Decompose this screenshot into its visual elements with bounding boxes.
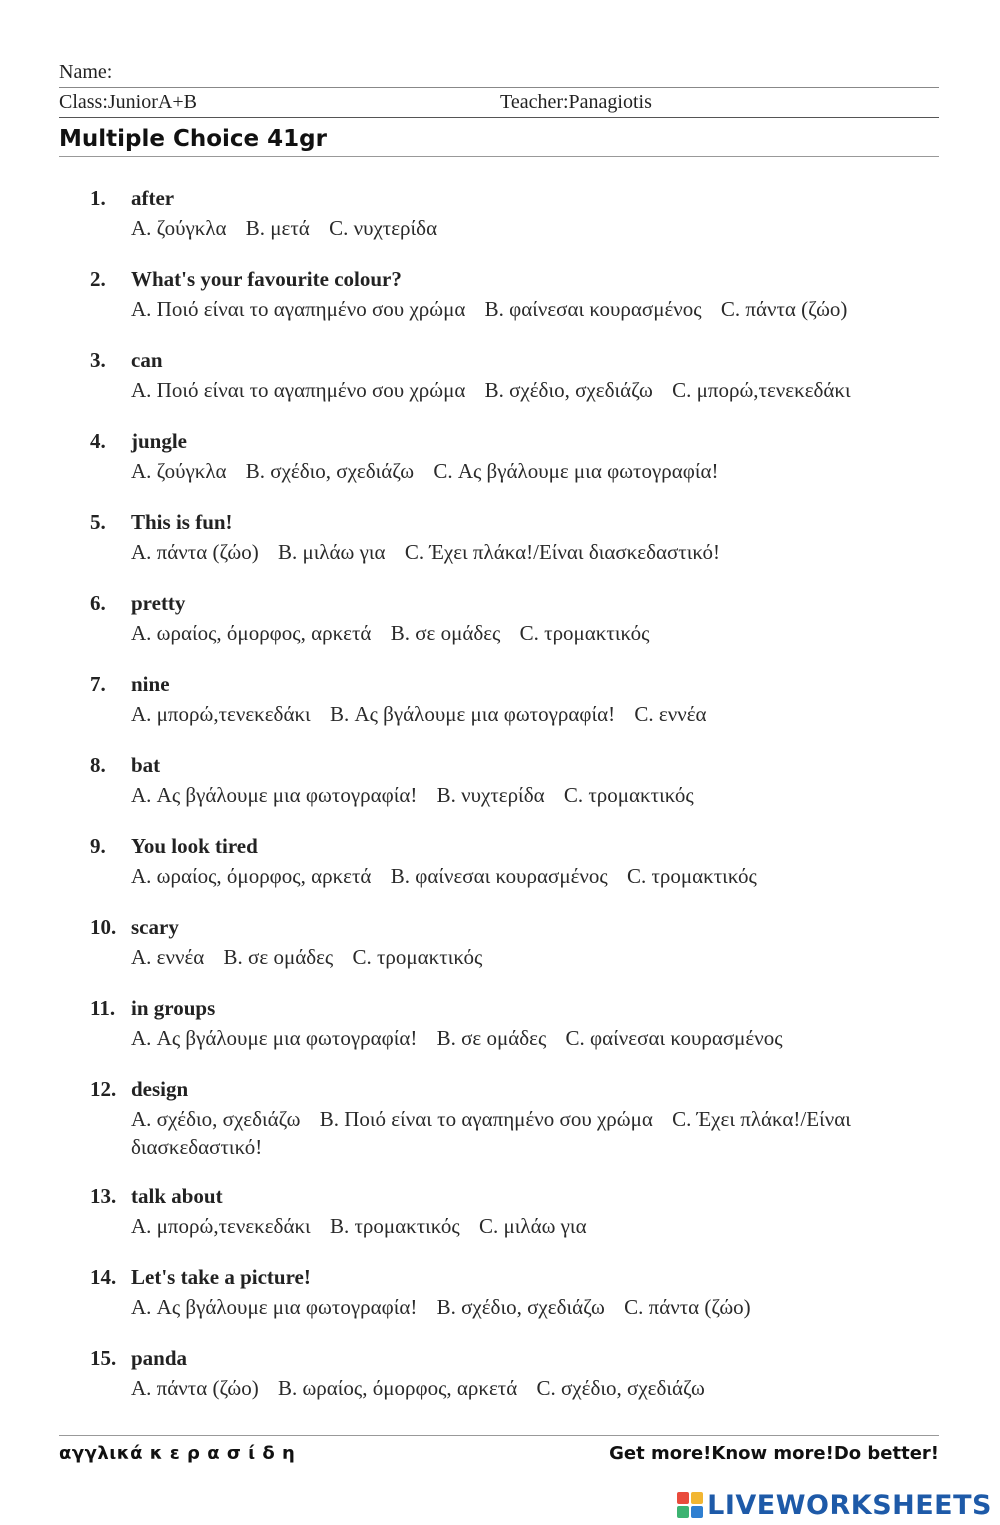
question-item (90, 670, 920, 751)
footer-slogan: Get more!Know more!Do better! (609, 1443, 939, 1464)
answer-option-a[interactable]: A. Ας βγάλουμε μια φωτογραφία! (131, 1026, 418, 1050)
logo-square (677, 1492, 689, 1504)
question-number: 6. (90, 591, 106, 615)
answer-option-b[interactable]: B. σε ομάδες (436, 1026, 547, 1050)
answer-option-a[interactable]: A. Ποιό είναι το αγαπημένο σου χρώμα (131, 378, 466, 402)
question-term: design (131, 1077, 189, 1101)
answer-option-c[interactable]: C. τρομακτικός (352, 945, 483, 969)
question-term: What's your favourite colour? (131, 267, 402, 291)
answer-option-b[interactable]: B. ωραίος, όμορφος, αρκετά (277, 1376, 518, 1400)
answer-option-a[interactable]: A. Ας βγάλουμε μια φωτογραφία! (131, 1295, 418, 1319)
answer-option-c[interactable]: C. σχέδιο, σχεδιάζω (536, 1376, 705, 1400)
question-item (90, 1263, 920, 1344)
answer-option-c[interactable]: C. Έχει πλάκα!/Είναι διασκεδαστικό! (404, 540, 721, 564)
name-label: Name: (59, 61, 113, 83)
logo-square (691, 1506, 703, 1518)
question-list (90, 184, 920, 1425)
answer-option-b[interactable]: B. σε ομάδες (223, 945, 334, 969)
answer-options (131, 457, 920, 485)
question-number: 3. (90, 348, 106, 372)
answer-option-b[interactable]: B. σχέδιο, σχεδιάζω (436, 1295, 605, 1319)
footer-author: αγγλικά κ ε ρ α σ ί δ η (59, 1443, 296, 1464)
logo-square (691, 1492, 703, 1504)
brand-text: LIVEWORKSHEETS (707, 1489, 992, 1521)
question-item (90, 832, 920, 913)
answer-option-c[interactable]: C. εννέα (634, 702, 707, 726)
question-item (90, 427, 920, 508)
answer-option-c[interactable]: C. νυχτερίδα (329, 216, 438, 240)
answer-option-c[interactable]: C. μιλάω για (478, 1214, 587, 1238)
question-term: can (131, 348, 163, 372)
answer-option-c[interactable]: C. τρομακτικός (626, 864, 757, 888)
question-item (90, 589, 920, 670)
answer-option-a[interactable]: A. σχέδιο, σχεδιάζω (131, 1107, 301, 1131)
question-number: 14. (90, 1265, 117, 1289)
question-item (90, 265, 920, 346)
answer-option-b[interactable]: B. φαίνεσαι κουρασμένος (484, 297, 702, 321)
answer-options (131, 1105, 920, 1161)
answer-options (131, 1293, 920, 1321)
answer-option-b[interactable]: B. σε ομάδες (390, 621, 501, 645)
answer-option-a[interactable]: A. μπορώ,τενεκεδάκι (131, 1214, 311, 1238)
footer-divider (59, 1435, 939, 1436)
question-number: 12. (90, 1077, 117, 1101)
answer-option-b[interactable]: B. σχέδιο, σχεδιάζω (245, 459, 415, 483)
answer-options (131, 376, 920, 404)
question-number: 10. (90, 915, 117, 939)
answer-option-c[interactable]: C. τρομακτικός (519, 621, 650, 645)
worksheet-title: Multiple Choice 41gr (59, 122, 939, 157)
question-term: scary (131, 915, 179, 939)
answer-options (131, 700, 920, 728)
answer-option-a[interactable]: A. ζούγκλα (131, 459, 227, 483)
answer-option-c[interactable]: C. Έχει πλάκα!/Είναι διασκεδαστικό! (131, 1107, 851, 1159)
answer-option-a[interactable]: A. Ας βγάλουμε μια φωτογραφία! (131, 783, 418, 807)
answer-option-b[interactable]: B. σχέδιο, σχεδιάζω (484, 378, 653, 402)
answer-option-b[interactable]: B. τρομακτικός (329, 1214, 460, 1238)
question-term: bat (131, 753, 161, 777)
liveworksheets-logo-icon (677, 1492, 703, 1518)
class-label: Class:JuniorA+B (59, 91, 197, 113)
answer-option-a[interactable]: A. ζούγκλα (131, 216, 227, 240)
answer-option-b[interactable]: B. νυχτερίδα (436, 783, 545, 807)
answer-option-b[interactable]: B. Ποιό είναι το αγαπημένο σου χρώμα (319, 1107, 653, 1131)
answer-option-a[interactable]: A. Ποιό είναι το αγαπημένο σου χρώμα (131, 297, 466, 321)
answer-option-b[interactable]: B. Ας βγάλουμε μια φωτογραφία! (329, 702, 616, 726)
answer-options (131, 1024, 920, 1052)
answer-options (131, 1212, 920, 1240)
answer-option-a[interactable]: A. πάντα (ζώο) (131, 540, 259, 564)
answer-option-b[interactable]: B. φαίνεσαι κουρασμένος (390, 864, 608, 888)
question-term: talk about (131, 1184, 223, 1208)
question-number: 1. (90, 186, 106, 210)
question-item (90, 1075, 920, 1182)
question-item (90, 913, 920, 994)
name-row (59, 60, 939, 88)
question-number: 7. (90, 672, 106, 696)
answer-options (131, 295, 920, 323)
answer-option-a[interactable]: A. μπορώ,τενεκεδάκι (131, 702, 311, 726)
answer-option-c[interactable]: C. μπορώ,τενεκεδάκι (672, 378, 851, 402)
question-term: pretty (131, 591, 186, 615)
question-item (90, 994, 920, 1075)
question-number: 15. (90, 1346, 117, 1370)
question-number: 8. (90, 753, 106, 777)
question-term: in groups (131, 996, 216, 1020)
answer-option-c[interactable]: C. τρομακτικός (563, 783, 694, 807)
question-item (90, 751, 920, 832)
question-number: 2. (90, 267, 106, 291)
answer-option-a[interactable]: A. πάντα (ζώο) (131, 1376, 259, 1400)
answer-option-c[interactable]: C. Ας βγάλουμε μια φωτογραφία! (433, 459, 719, 483)
question-item (90, 508, 920, 589)
answer-options (131, 862, 920, 890)
question-item (90, 1182, 920, 1263)
answer-options (131, 1374, 920, 1402)
question-number: 13. (90, 1184, 117, 1208)
answer-option-c[interactable]: C. πάντα (ζώο) (720, 297, 848, 321)
question-number: 9. (90, 834, 106, 858)
question-item (90, 346, 920, 427)
question-term: panda (131, 1346, 188, 1370)
question-term: This is fun! (131, 510, 233, 534)
answer-options (131, 538, 920, 566)
answer-option-b[interactable]: B. μιλάω για (277, 540, 386, 564)
answer-options (131, 619, 920, 647)
question-term: Let's take a picture! (131, 1265, 311, 1289)
class-row (59, 90, 939, 118)
answer-option-a[interactable]: A. εννέα (131, 945, 205, 969)
teacher-label: Teacher:Panagiotis (500, 91, 652, 113)
answer-option-c[interactable]: C. πάντα (ζώο) (624, 1295, 751, 1319)
liveworksheets-brand[interactable] (677, 1488, 992, 1522)
question-term: You look tired (131, 834, 258, 858)
question-number: 11. (90, 996, 116, 1020)
question-term: nine (131, 672, 170, 696)
answer-option-a[interactable]: A. ωραίος, όμορφος, αρκετά (131, 864, 372, 888)
question-term: jungle (131, 429, 188, 453)
answer-options (131, 943, 920, 971)
question-item (90, 184, 920, 265)
question-term: after (131, 186, 175, 210)
answer-options (131, 214, 920, 242)
answer-option-a[interactable]: A. ωραίος, όμορφος, αρκετά (131, 621, 372, 645)
answer-options (131, 781, 920, 809)
question-number: 5. (90, 510, 106, 534)
question-item (90, 1344, 920, 1425)
answer-option-b[interactable]: B. μετά (245, 216, 310, 240)
question-number: 4. (90, 429, 106, 453)
answer-option-c[interactable]: C. φαίνεσαι κουρασμένος (565, 1026, 783, 1050)
logo-square (677, 1506, 689, 1518)
